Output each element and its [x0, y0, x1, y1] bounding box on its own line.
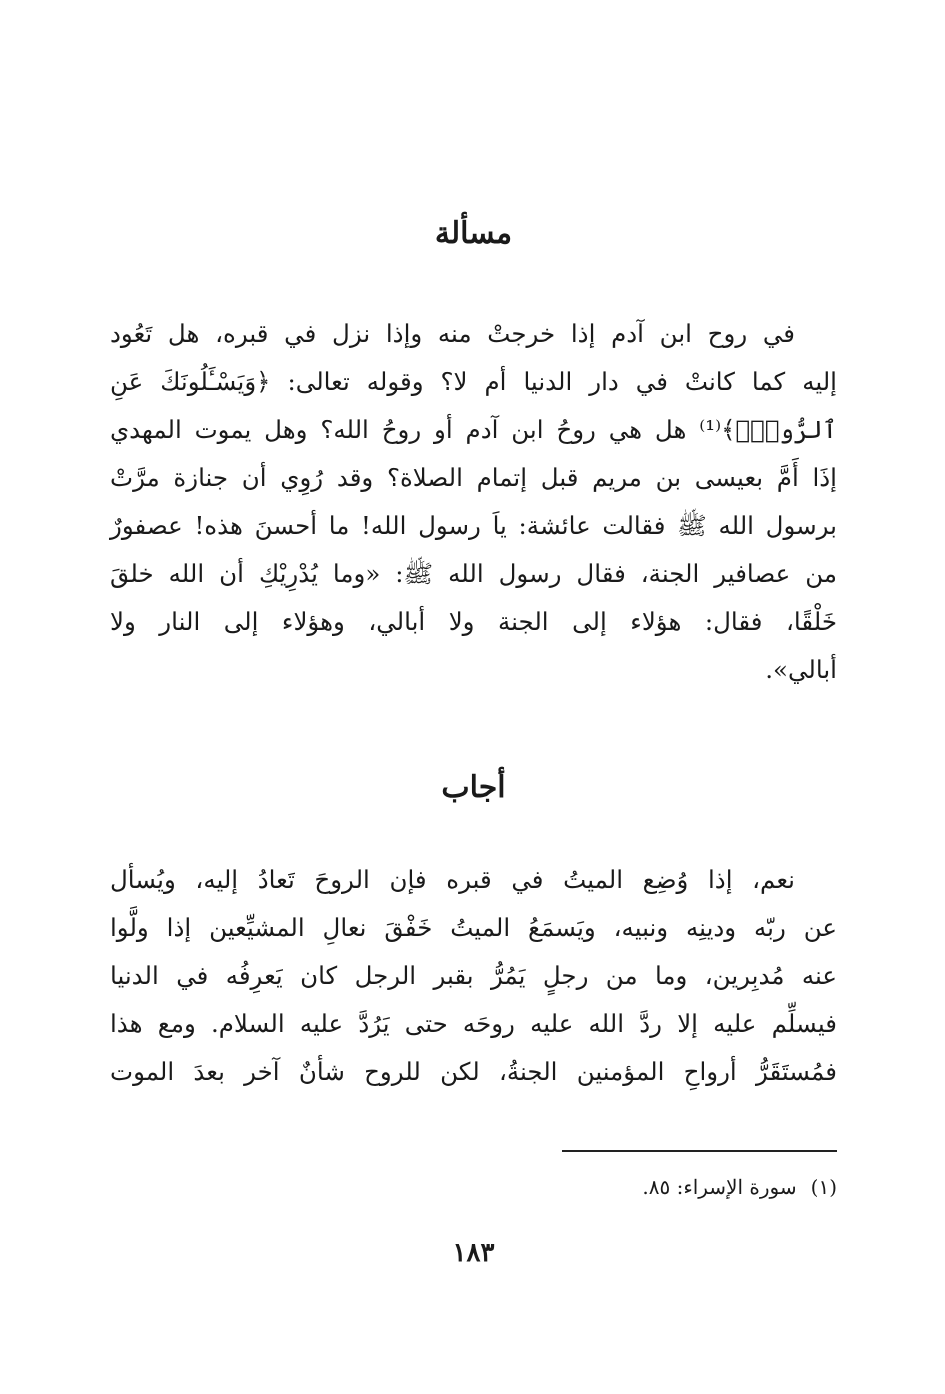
footnote-marker: (١) — [810, 1175, 837, 1199]
text-line: من عصافير الجنة، فقال رسول الله ﷺ: «وما يُدْرِيْكِ أن الله خلقَ — [110, 559, 837, 588]
footnote-divider — [562, 1150, 837, 1152]
page-number: ١٨٣ — [452, 1238, 495, 1268]
answer-heading: أجاب — [441, 770, 506, 805]
text-line: برسول الله ﷺ فقالت عائشة: ياَ رسول الله! ما أحسنَ هذه! عصفورٌ — [110, 511, 837, 540]
footnote-text: سورة الإسراء: ٨٥. — [642, 1175, 797, 1199]
text-line: في روح ابن آدم إذا خرجتْ منه وإذا نزل في قبره، هل تَعُود — [110, 319, 795, 348]
text-line: عن ربّه ودينِه ونبيه، ويَسمَعُ الميتُ خَفْقَ نعالِ المشيِّعين إذا ولَّوا — [110, 913, 837, 942]
answer-paragraph — [110, 856, 837, 1096]
text-line: فمُستَقَرُّ أرواحِ المؤمنين الجنةُ، لكن للروح شأنٌ آخر بعدَ الموت — [110, 1057, 837, 1086]
footnote — [110, 1170, 837, 1204]
text-line: ٱلرُّوحِۖ﴾⁽¹⁾ هل هي روحُ ابن آدم أو روحُ الله؟ وهل يموت المهدي — [110, 415, 837, 444]
text-line: إذَا أَمَّ بعيسى بن مريم قبل إتمام الصلاة؟ وقد رُوِي أن جنازة مرَّتْ — [110, 463, 837, 492]
text-line: أبالي». — [765, 655, 837, 684]
text-line: عنه مُدبِرين، وما من رجلٍ يَمُرُّ بقبر الرجل كان يَعرِفُه في الدنيا — [110, 961, 837, 990]
text-line: خَلْقًا، فقال: هؤلاء إلى الجنة ولا أبالي، وهؤلاء إلى النار ولا — [110, 607, 837, 636]
question-paragraph — [110, 310, 837, 694]
book-page — [110, 0, 837, 1394]
text-line: إليه كما كانتْ في دار الدنيا أم لا؟ وقوله تعالى: ﴿وَيَسْـَٔلُونَكَ عَنِ — [110, 367, 837, 396]
text-line: فيسلِّم عليه إلا ردَّ الله عليه روحَه حتى يَرُدَّ عليه السلام. ومع هذا — [110, 1009, 837, 1038]
question-heading: مسألة — [434, 216, 513, 251]
text-line: نعم، إذا وُضِع الميتُ في قبره فإن الروحَ تَعادُ إليه، ويُسأل — [110, 865, 795, 894]
